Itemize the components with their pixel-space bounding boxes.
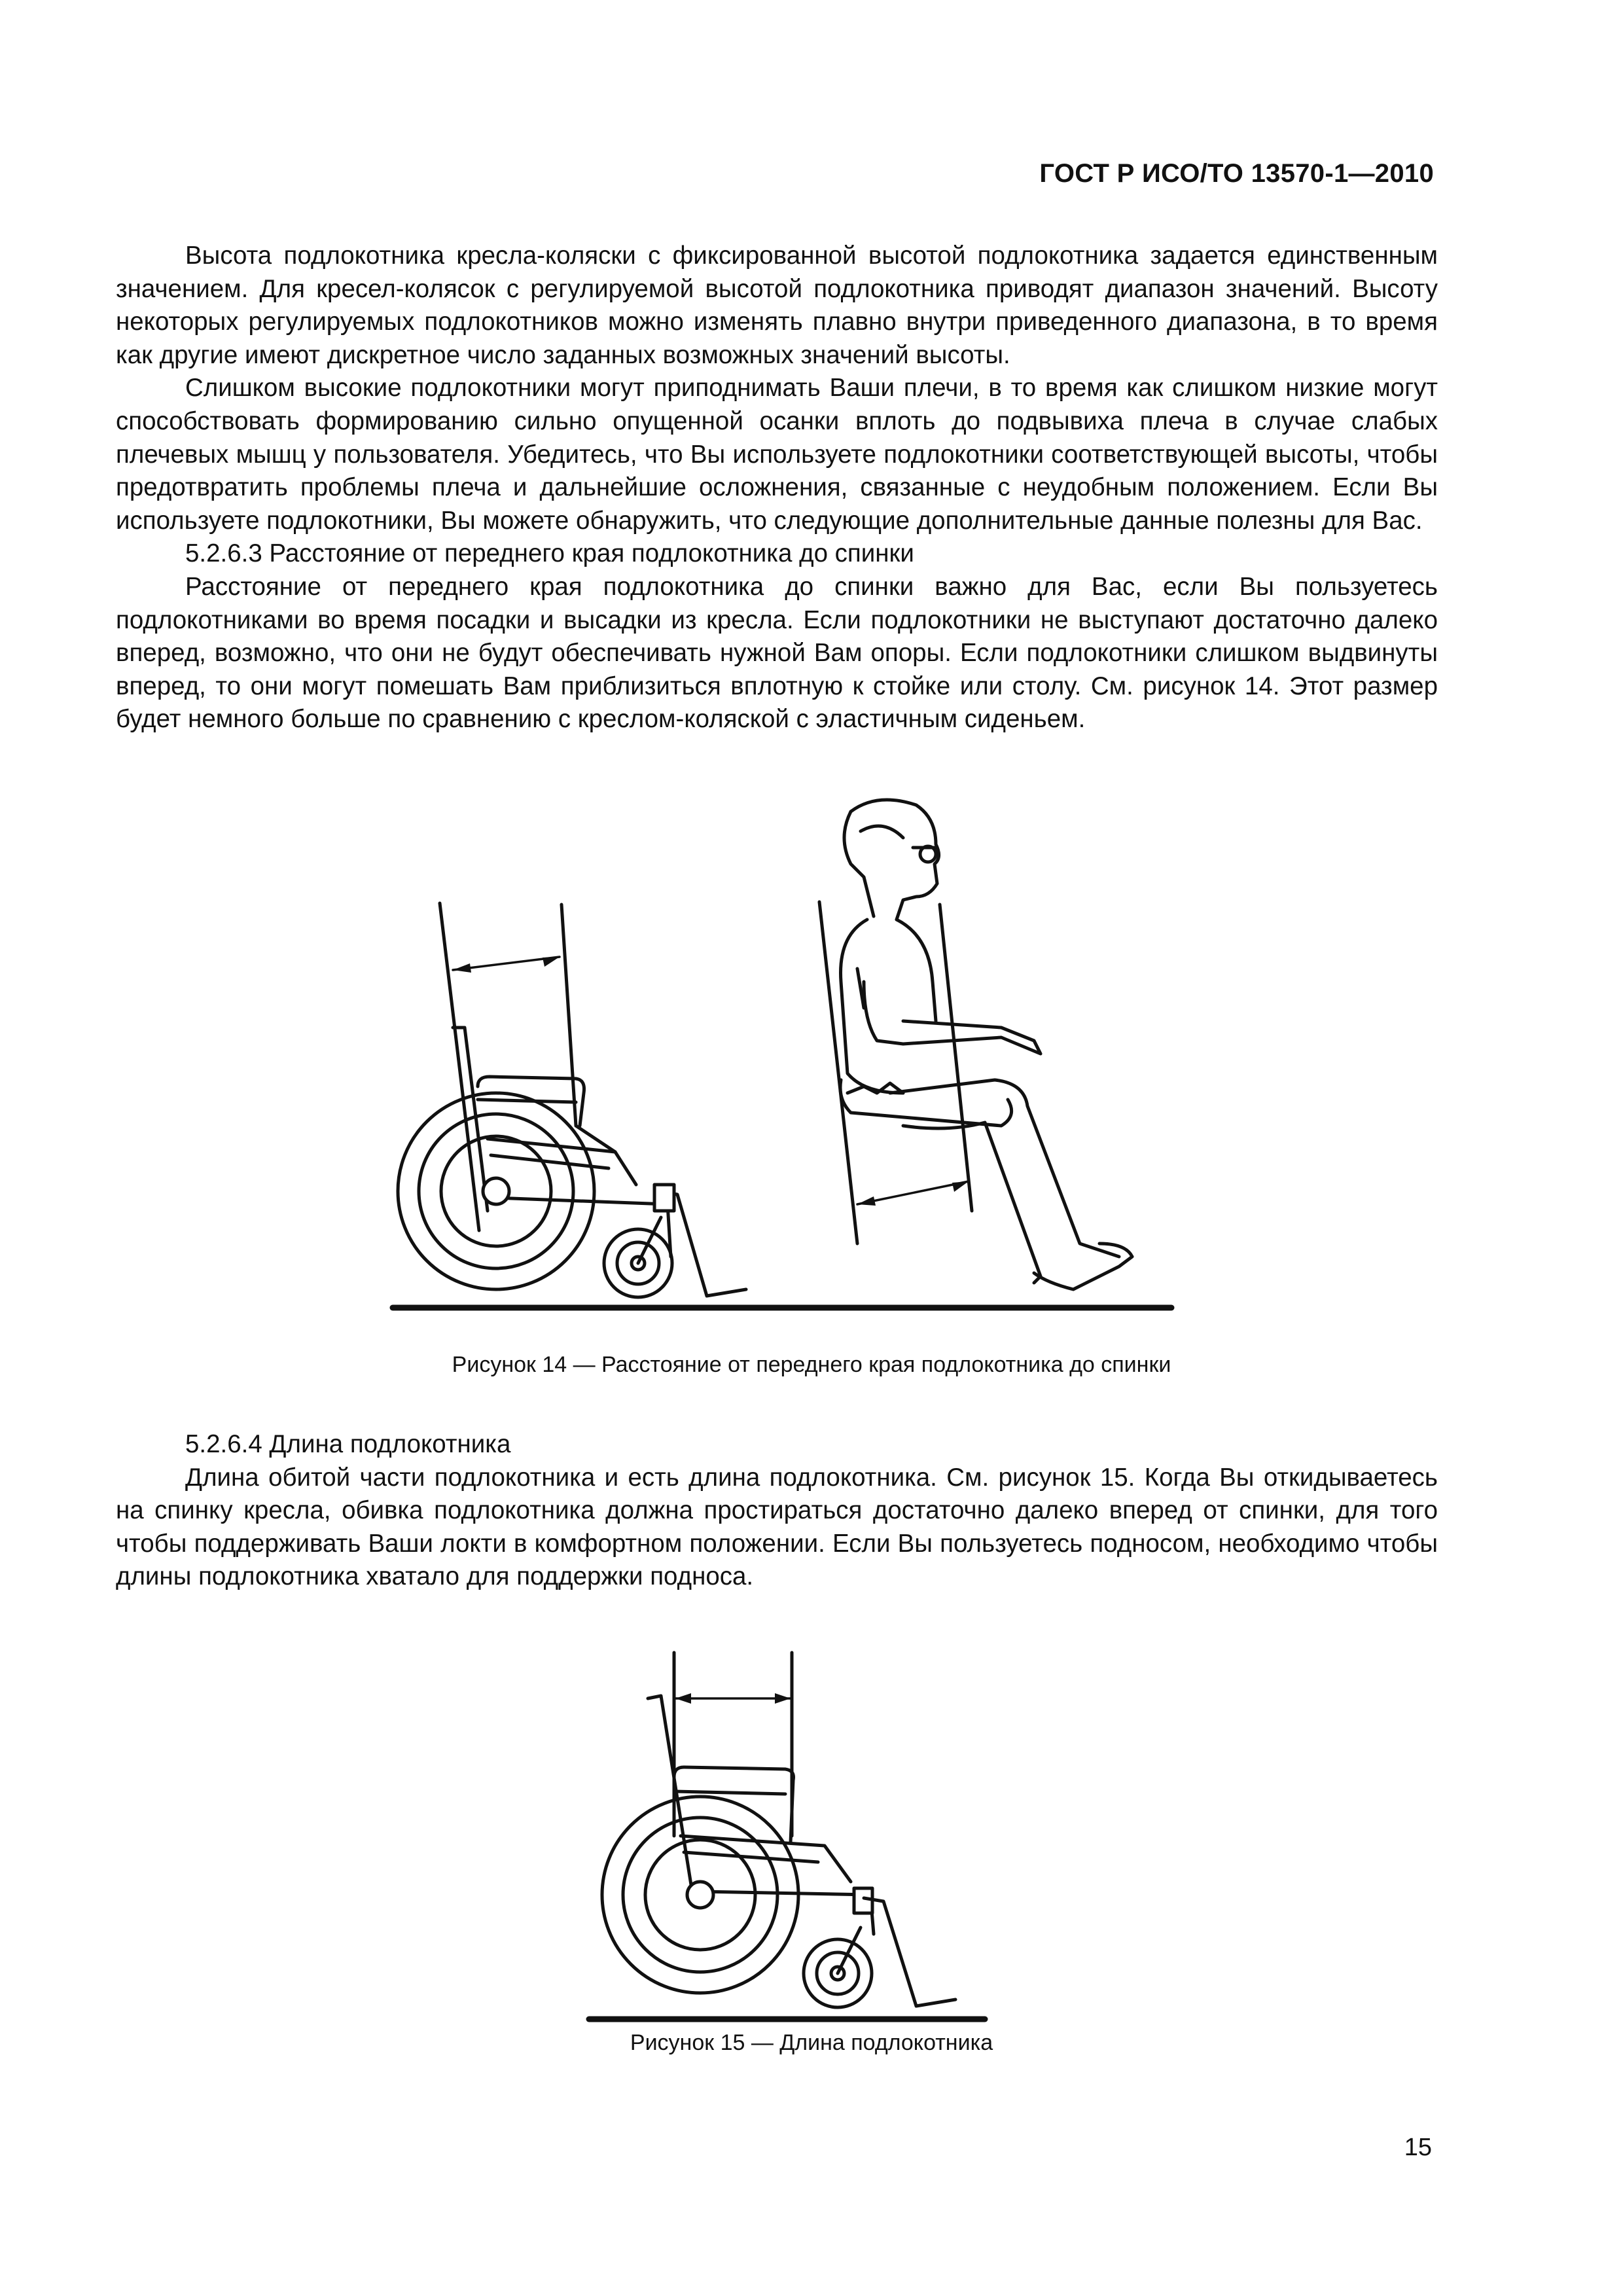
paragraph-armrest-to-back-distance: Расстояние от переднего края подлокотника до спинки важно для Вас, если Вы пользуетесь подлокотниками во время посадки и высадки из кресла. Если подлокотники не выступают достаточно далеко вперед, возможно, что они не будут обеспечивать нужной Вам опоры. Если подлокотники слишком выдвинуты вперед, то они могут помешать Вам приблизиться вплотную к стойке или столу. См. рисунок 14. Этот размер будет немного больше по сравнению с креслом-коляской с эластичным сиденьем. (116, 572, 1438, 734)
section-armrest-height (116, 240, 1438, 736)
document-header: ГОСТ Р ИСО/ТО 13570-1—2010 (1039, 159, 1434, 188)
page-number: 15 (1404, 2134, 1432, 2161)
section-armrest-length (116, 1428, 1438, 1594)
seated-person-icon (819, 800, 1132, 1289)
subsection-heading-5-2-6-3: 5.2.6.3 Расстояние от переднего края подлокотника до спинки (185, 539, 914, 568)
figure-15-illustration (576, 1640, 995, 2039)
subsection-heading-5-2-6-4: 5.2.6.4 Длина подлокотника (185, 1430, 511, 1458)
wheelchair-armrest-length-icon (602, 1653, 955, 2007)
figure-15-caption: Рисунок 15 — Длина подлокотника (630, 2030, 993, 2055)
wheelchair-side-view-icon (398, 903, 746, 1297)
figure-14-caption: Рисунок 14 — Расстояние от переднего края подлокотника до спинки (452, 1352, 1171, 1377)
paragraph-armrest-height-effects: Слишком высокие подлокотники могут приподнимать Ваши плечи, в то время как слишком низкие могут способствовать формированию сильно опущенной осанки вплоть до подвывиха плеча в случае слабых плечевых мышц у пользователя. Убедитесь, что Вы используете подлокотники соответствующей высоты, чтобы предотвратить проблемы плеча и дальнейшие осложнения, связанные с неудобным положением. Если Вы используете подлокотники, Вы можете обнаружить, что следующие дополнительные данные полезны для Вас. (116, 374, 1438, 535)
figure-14-illustration (380, 785, 1185, 1335)
paragraph-armrest-height-values: Высота подлокотника кресла-коляски с фиксированной высотой подлокотника задается единственным значением. Для кресел-колясок с регулируемой высотой подлокотника приводят диапазон значений. Высоту некоторых регулируемых подлокотников можно изменять плавно внутри приведенного диапазона, в то время как другие имеют дискретное число заданных возможных значений высоты. (116, 242, 1438, 369)
paragraph-armrest-length: Длина обитой части подлокотника и есть длина подлокотника. См. рисунок 15. Когда Вы откидываетесь на спинку кресла, обивка подлокотника должна простираться достаточно далеко вперед от спинки, для того чтобы поддерживать Ваши локти в комфортном положении. Если Вы пользуетесь подносом, необходимо чтобы длины подлокотника хватало для поддержки подноса. (116, 1463, 1438, 1591)
